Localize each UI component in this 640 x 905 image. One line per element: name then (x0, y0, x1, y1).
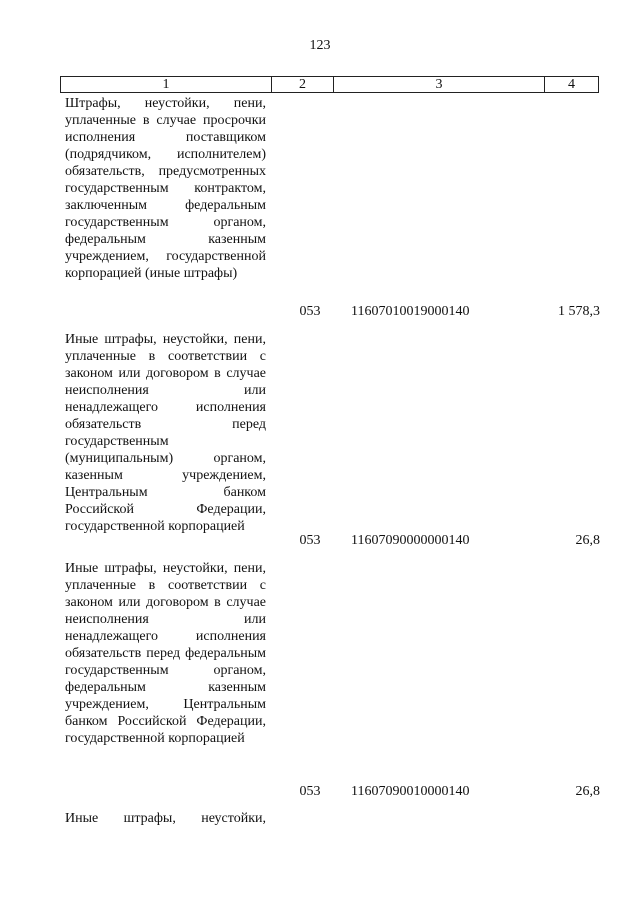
row-description: Иные штрафы, неустойки, (65, 811, 266, 826)
row-admin-code: 053 (299, 533, 321, 548)
header-col-1: 1 (61, 77, 272, 92)
table-body (0, 95, 640, 827)
row-description: Иные штрафы, неустойки, пени, уплаченные в соответствии с законом или договором в случае неисполнения или ненадлежащего исполнения обязательств перед федеральным государственным органом, федеральным казенным учреждением, Центральным банком Российской Федерации, государственной корпорацией (65, 561, 266, 746)
row-admin-code: 053 (299, 304, 321, 319)
row-budget-code: 11607010019000140 (351, 304, 470, 319)
row-budget-code: 11607090010000140 (351, 784, 470, 799)
row-amount: 1 578,3 (558, 304, 600, 319)
table-row (0, 331, 640, 549)
table-row (0, 810, 640, 827)
row-admin-code: 053 (299, 784, 321, 799)
row-amount: 26,8 (575, 533, 600, 548)
header-col-2: 2 (272, 77, 334, 92)
header-col-4: 4 (568, 77, 575, 92)
row-description: Иные штрафы, неустойки, пени, уплаченные в соответствии с законом или договором в случае неисполнения или ненадлежащего исполнения обязательств перед государственным (муниципальным) органом, казенным учреждением, Центральным банком Российской Федерации, государственной корпорацией (65, 332, 266, 534)
page-number: 123 (309, 38, 331, 53)
row-description: Штрафы, неустойки, пени, уплаченные в случае просрочки исполнения поставщиком (подрядчиком, исполнителем) обязательств, предусмотренных государственным контрактом, заключенным федеральным государственным органом, федеральным казенным учреждением, государственной корпорацией (иные штрафы) (65, 96, 266, 281)
table-row (0, 95, 640, 320)
header-col-3: 3 (334, 77, 545, 92)
table-header (60, 76, 599, 93)
row-amount: 26,8 (575, 784, 600, 799)
row-budget-code: 11607090000000140 (351, 533, 470, 548)
table-row (0, 560, 640, 800)
